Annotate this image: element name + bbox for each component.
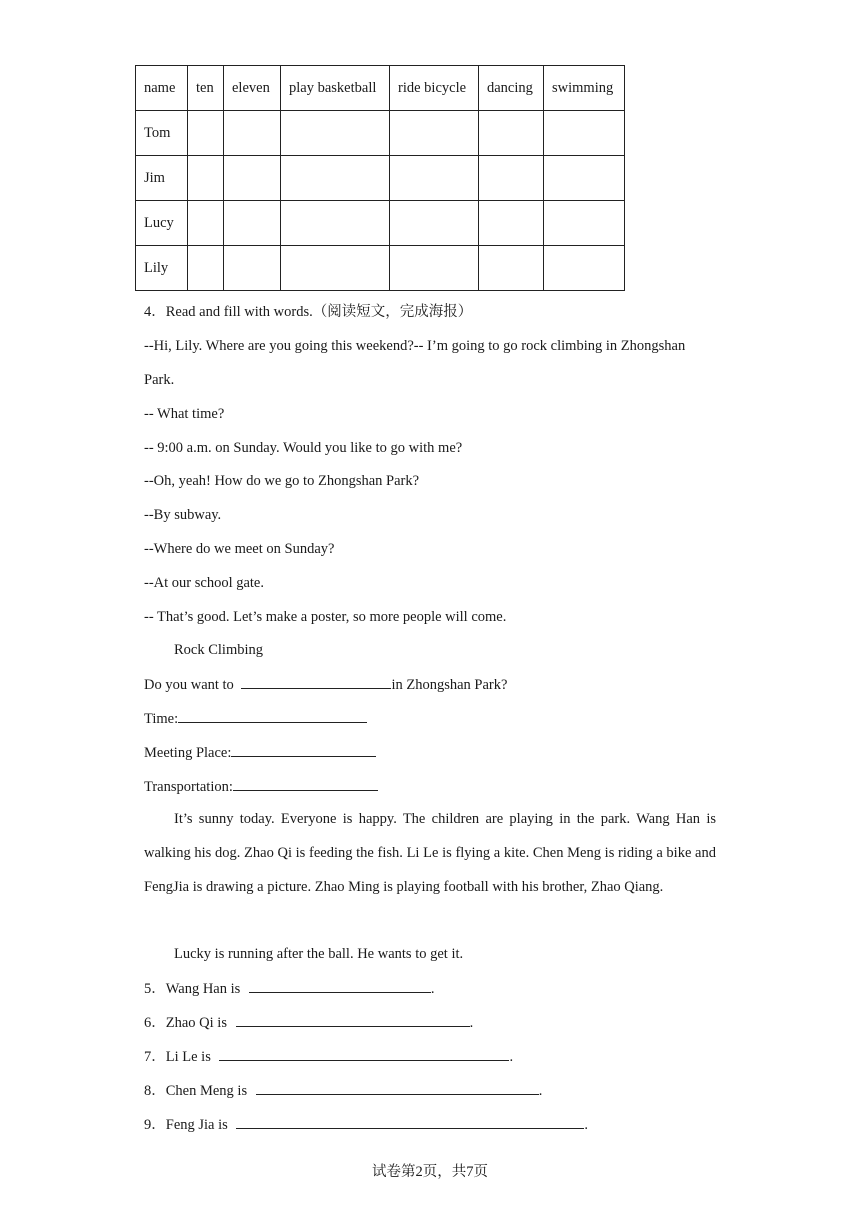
poster-time-blank[interactable] (178, 708, 367, 723)
poster-transport-row (144, 776, 378, 797)
answer-cell[interactable] (224, 201, 281, 246)
answer-cell[interactable] (390, 201, 479, 246)
question-8-blank[interactable] (256, 1080, 539, 1095)
dialogue-line: --At our school gate. (144, 575, 264, 591)
question-9-label: 9．Feng Jia is (144, 1117, 228, 1133)
passage-paragraph (144, 802, 716, 904)
row-name-cell: Tom (136, 111, 188, 156)
poster-meeting-label: Meeting Place: (144, 745, 232, 761)
poster-meeting-row (144, 742, 376, 763)
table-header-cell: dancing (479, 66, 544, 111)
period: . (584, 1117, 589, 1133)
survey-table (135, 65, 625, 291)
dialogue-line: Park. (144, 372, 175, 388)
dialogue-line: --By subway. (144, 507, 222, 523)
answer-cell[interactable] (544, 156, 625, 201)
poster-question-prefix: Do you want to (144, 677, 234, 693)
poster-question-suffix: in Zhongshan Park? (391, 677, 508, 693)
table-header-cell: eleven (224, 66, 281, 111)
answer-cell[interactable] (390, 156, 479, 201)
period: . (538, 1083, 543, 1099)
table-header-cell: name (136, 66, 188, 111)
answer-cell[interactable] (479, 246, 544, 291)
question-4-heading: 4．Read and fill with words.（阅读短文，完成海报） (144, 304, 473, 320)
dialogue-line: -- 9:00 a.m. on Sunday. Would you like to go with me? (144, 440, 463, 456)
answer-cell[interactable] (479, 111, 544, 156)
poster-activity-blank[interactable] (241, 674, 391, 689)
answer-cell[interactable] (224, 111, 281, 156)
dialogue-line: --Hi, Lily. Where are you going this weekend?-- I’m going to go rock climbing in Zhongshan (144, 338, 686, 354)
question-9-blank[interactable] (236, 1114, 584, 1129)
question-6-row (144, 1012, 473, 1033)
answer-cell[interactable] (390, 111, 479, 156)
answer-cell[interactable] (479, 201, 544, 246)
poster-transport-label: Transportation: (144, 779, 233, 795)
passage-text: It’s sunny today. Everyone is happy. The children are playing in the park. Wang Han is walking his dog. Zhao Qi is feeding the fish. Li Le is flying a kite. Chen Meng is riding a bike and FengJia is drawing a picture. Zhao Ming is playing football with his brother, Zhao Qiang. (144, 811, 716, 895)
dialogue-line: -- That’s good. Let’s make a poster, so more people will come. (144, 609, 507, 625)
question-9-row (144, 1114, 588, 1135)
poster-question-row (144, 674, 507, 695)
question-7-label: 7．Li Le is (144, 1049, 211, 1065)
answer-cell[interactable] (281, 111, 390, 156)
answer-cell[interactable] (188, 156, 224, 201)
row-name-cell: Jim (136, 156, 188, 201)
table-header-cell: play basketball (281, 66, 390, 111)
period: . (430, 981, 435, 997)
dialogue-line: -- What time? (144, 406, 225, 422)
table-header-cell: ten (188, 66, 224, 111)
table-row (136, 156, 625, 201)
answer-cell[interactable] (479, 156, 544, 201)
poster-meeting-blank[interactable] (231, 742, 376, 757)
table-header-cell: swimming (544, 66, 625, 111)
answer-cell[interactable] (281, 246, 390, 291)
question-8-row (144, 1080, 542, 1101)
poster-transport-blank[interactable] (233, 776, 378, 791)
table-header-row (136, 66, 625, 111)
answer-cell[interactable] (224, 246, 281, 291)
table-row (136, 246, 625, 291)
answer-cell[interactable] (390, 246, 479, 291)
question-5-blank[interactable] (249, 978, 431, 993)
poster-title: Rock Climbing (174, 642, 264, 658)
poster-time-row (144, 708, 367, 729)
row-name-cell: Lucy (136, 201, 188, 246)
answer-cell[interactable] (281, 201, 390, 246)
answer-cell[interactable] (224, 156, 281, 201)
table-header-cell: ride bicycle (390, 66, 479, 111)
question-8-label: 8．Chen Meng is (144, 1083, 248, 1099)
answer-cell[interactable] (544, 246, 625, 291)
dialogue-line: --Where do we meet on Sunday? (144, 541, 335, 557)
poster-time-label: Time: (144, 711, 179, 727)
question-6-label: 6．Zhao Qi is (144, 1015, 227, 1031)
question-7-blank[interactable] (219, 1046, 509, 1061)
answer-cell[interactable] (281, 156, 390, 201)
answer-cell[interactable] (188, 246, 224, 291)
answer-cell[interactable] (544, 201, 625, 246)
question-7-row (144, 1046, 513, 1067)
answer-cell[interactable] (188, 111, 224, 156)
table-row (136, 201, 625, 246)
period: . (469, 1015, 474, 1031)
row-name-cell: Lily (136, 246, 188, 291)
table-row (136, 111, 625, 156)
period: . (509, 1049, 514, 1065)
passage-paragraph-2: Lucky is running after the ball. He wants to get it. (174, 946, 464, 962)
answer-cell[interactable] (544, 111, 625, 156)
question-5-row (144, 978, 435, 999)
page-footer: 试卷第2页，共7页 (372, 1164, 488, 1180)
dialogue-line: --Oh, yeah! How do we go to Zhongshan Park? (144, 473, 420, 489)
question-5-label: 5．Wang Han is (144, 981, 241, 997)
answer-cell[interactable] (188, 201, 224, 246)
question-6-blank[interactable] (236, 1012, 470, 1027)
